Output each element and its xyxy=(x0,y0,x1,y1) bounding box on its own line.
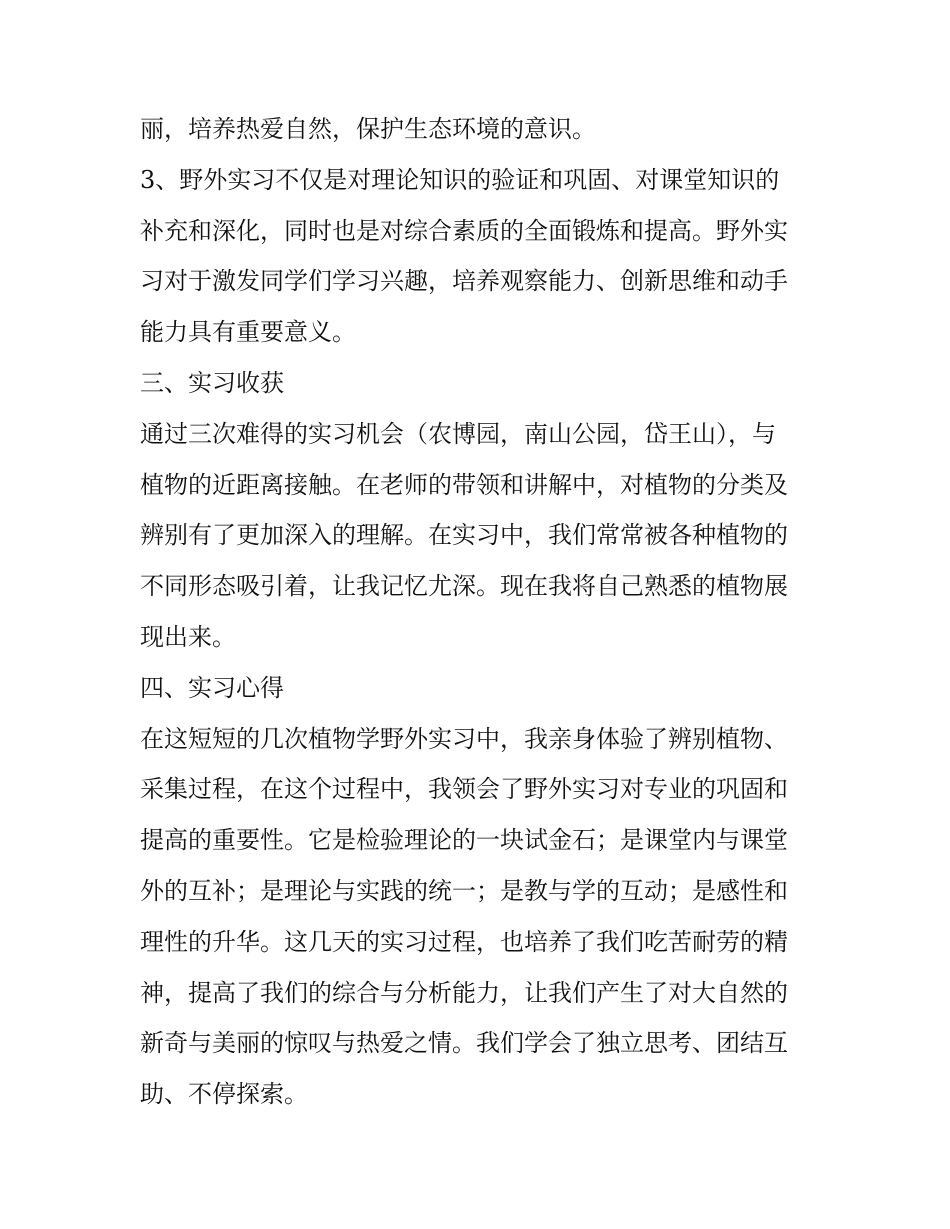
text-line-16: 外的互补；是理论与实践的统一；是教与学的互动；是感性和 xyxy=(140,876,788,905)
document-body xyxy=(140,104,820,1120)
text-line-17: 理性的升华。这几天的实习过程，也培养了我们吃苦耐劳的精 xyxy=(140,927,788,956)
text-line-20: 助、不停探索。 xyxy=(140,1080,308,1109)
text-line-7: 通过三次难得的实习机会（农博园，南山公园，岱王山），与 xyxy=(140,419,776,448)
text-line-5: 能力具有重要意义。 xyxy=(140,318,356,347)
text-line-13: 在这短短的几次植物学野外实习中，我亲身体验了辨别植物、 xyxy=(140,724,788,753)
text-line-3: 补充和深化，同时也是对综合素质的全面锻炼和提高。野外实 xyxy=(140,216,788,245)
text-line-1: 丽，培养热爱自然，保护生态环境的意识。 xyxy=(140,115,596,143)
text-line-15: 提高的重要性。它是检验理论的一块试金石；是课堂内与课堂 xyxy=(140,826,788,855)
text-line-14: 采集过程，在这个过程中，我领会了野外实习对专业的巩固和 xyxy=(140,775,788,804)
text-line-4: 习对于激发同学们学习兴趣，培养观察能力、创新思维和动手 xyxy=(140,267,788,296)
text-line-10: 不同形态吸引着，让我记忆尤深。现在我将自己熟悉的植物展 xyxy=(140,572,788,601)
text-line-9: 辨别有了更加深入的理解。在实习中，我们常常被各种植物的 xyxy=(140,521,788,550)
text-line-18: 神，提高了我们的综合与分析能力，让我们产生了对大自然的 xyxy=(140,978,788,1007)
section-heading-experience: 四、实习心得 xyxy=(140,673,284,702)
text-line-19: 新奇与美丽的惊叹与热爱之情。我们学会了独立思考、团结互 xyxy=(140,1029,788,1058)
text-line-11: 现出来。 xyxy=(140,622,236,651)
text-line-8: 植物的近距离接触。在老师的带领和讲解中，对植物的分类及 xyxy=(140,470,788,499)
section-heading-harvest: 三、实习收获 xyxy=(140,368,284,397)
text-line-2: 3、野外实习不仅是对理论知识的验证和巩固、对课堂知识的 xyxy=(140,165,780,194)
